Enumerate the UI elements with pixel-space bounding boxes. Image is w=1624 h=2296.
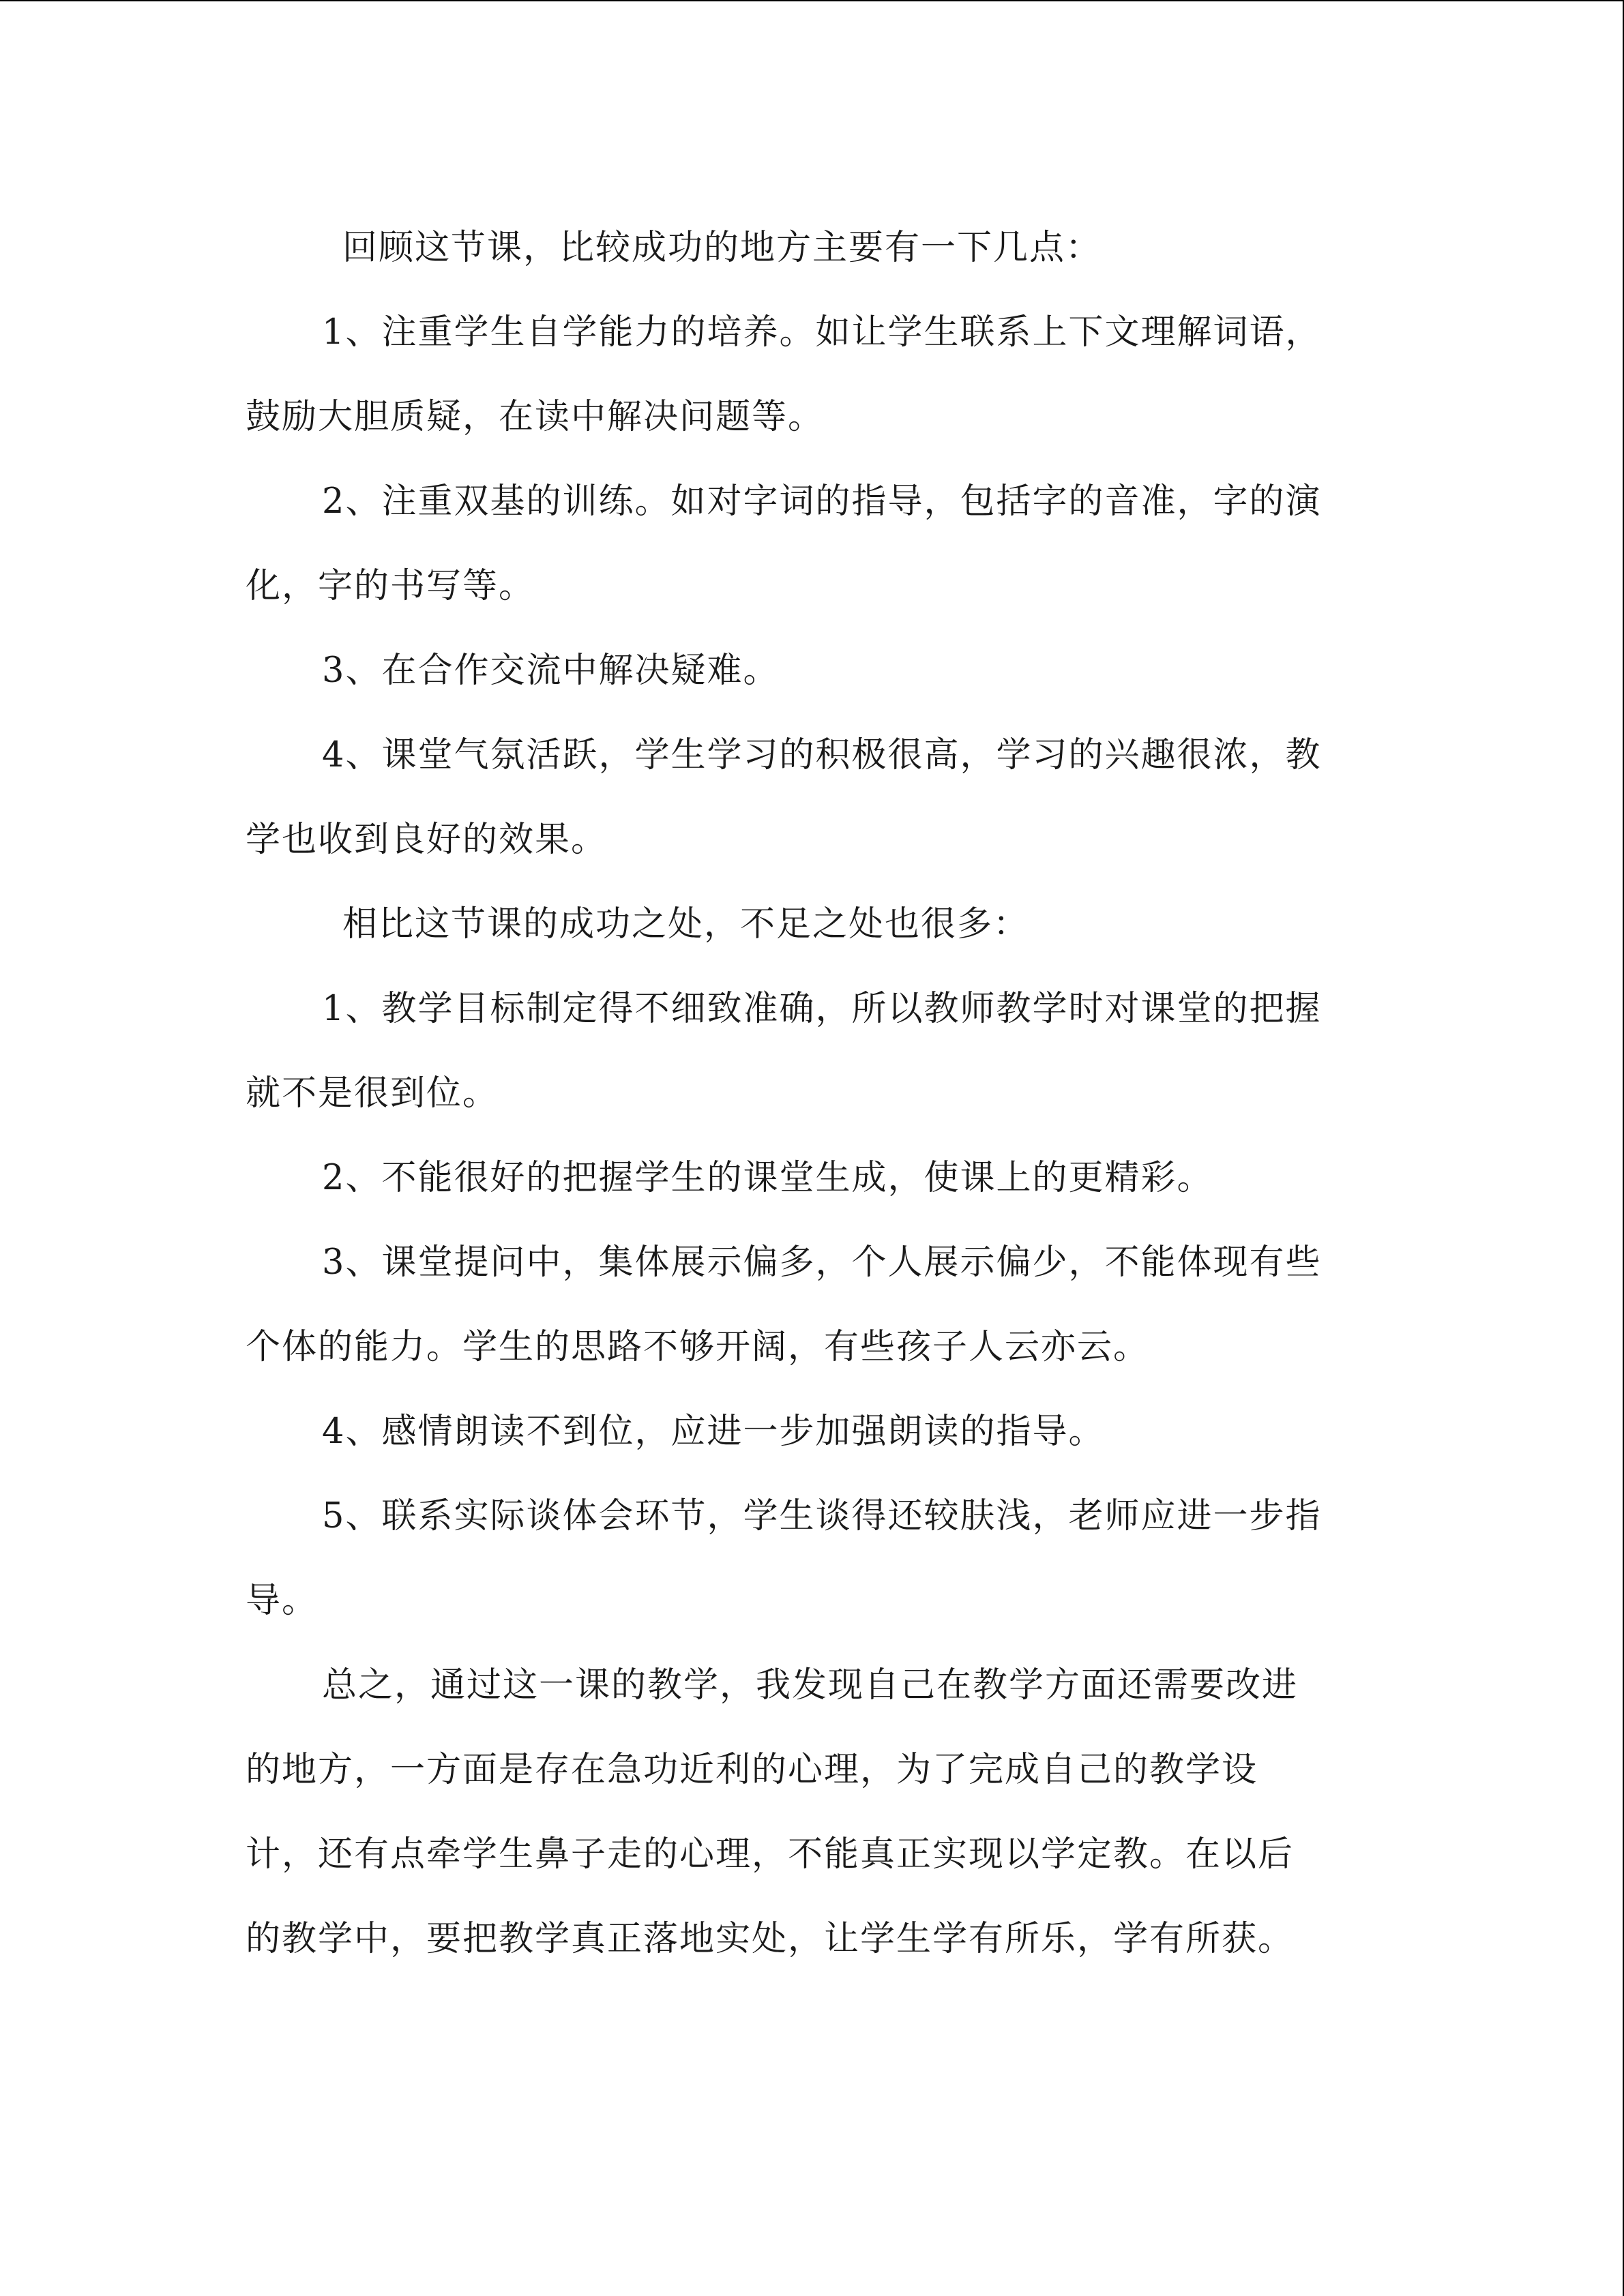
text-line: 学也收到良好的效果。 [246,820,608,860]
text-line: 化，字的书写等。 [246,566,535,606]
text-line: 1、注重学生自学能力的培养。如让学生联系上下文理解词语， [322,312,1322,353]
text-line: 5、联系实际谈体会环节，学生谈得还较肤浅，老师应进一步指 [322,1496,1322,1536]
text-line: 相比这节课的成功之处，不足之处也很多： [342,904,1030,944]
text-line: 回顾这节课，比较成功的地方主要有一下几点： [342,228,1102,268]
text-line: 2、不能很好的把握学生的课堂生成，使课上的更精彩。 [322,1158,1213,1198]
text-line: 计，还有点牵学生鼻子走的心理，不能真正实现以学定教。在以后 [246,1834,1295,1875]
text-line: 2、注重双基的训练。如对字词的指导，包括字的音准，字的演 [322,481,1322,522]
text-line: 个体的能力。学生的思路不够开阔，有些孩子人云亦云。 [246,1327,1150,1367]
text-line: 的地方，一方面是存在急功近利的心理，为了完成自己的教学设 [246,1750,1258,1790]
text-line: 鼓励大胆质疑，在读中解决问题等。 [246,397,825,437]
text-line: 1、教学目标制定得不细致准确，所以教师教学时对课堂的把握 [322,989,1322,1029]
text-line: 4、课堂气氛活跃，学生学习的积极很高，学习的兴趣很浓，教 [322,735,1322,775]
text-line: 导。 [246,1581,319,1621]
text-line: 4、感情朗读不到位，应进一步加强朗读的指导。 [322,1412,1105,1452]
text-line: 3、在合作交流中解决疑难。 [322,651,780,691]
text-line: 就不是很到位。 [246,1073,499,1114]
text-line: 总之，通过这一课的教学，我发现自己在教学方面还需要改进 [322,1665,1299,1705]
text-line: 3、课堂提问中，集体展示偏多，个人展示偏少，不能体现有些 [322,1242,1322,1283]
text-line: 的教学中，要把教学真正落地实处，让学生学有所乐，学有所获。 [246,1919,1295,1959]
document-body [246,206,1378,1982]
